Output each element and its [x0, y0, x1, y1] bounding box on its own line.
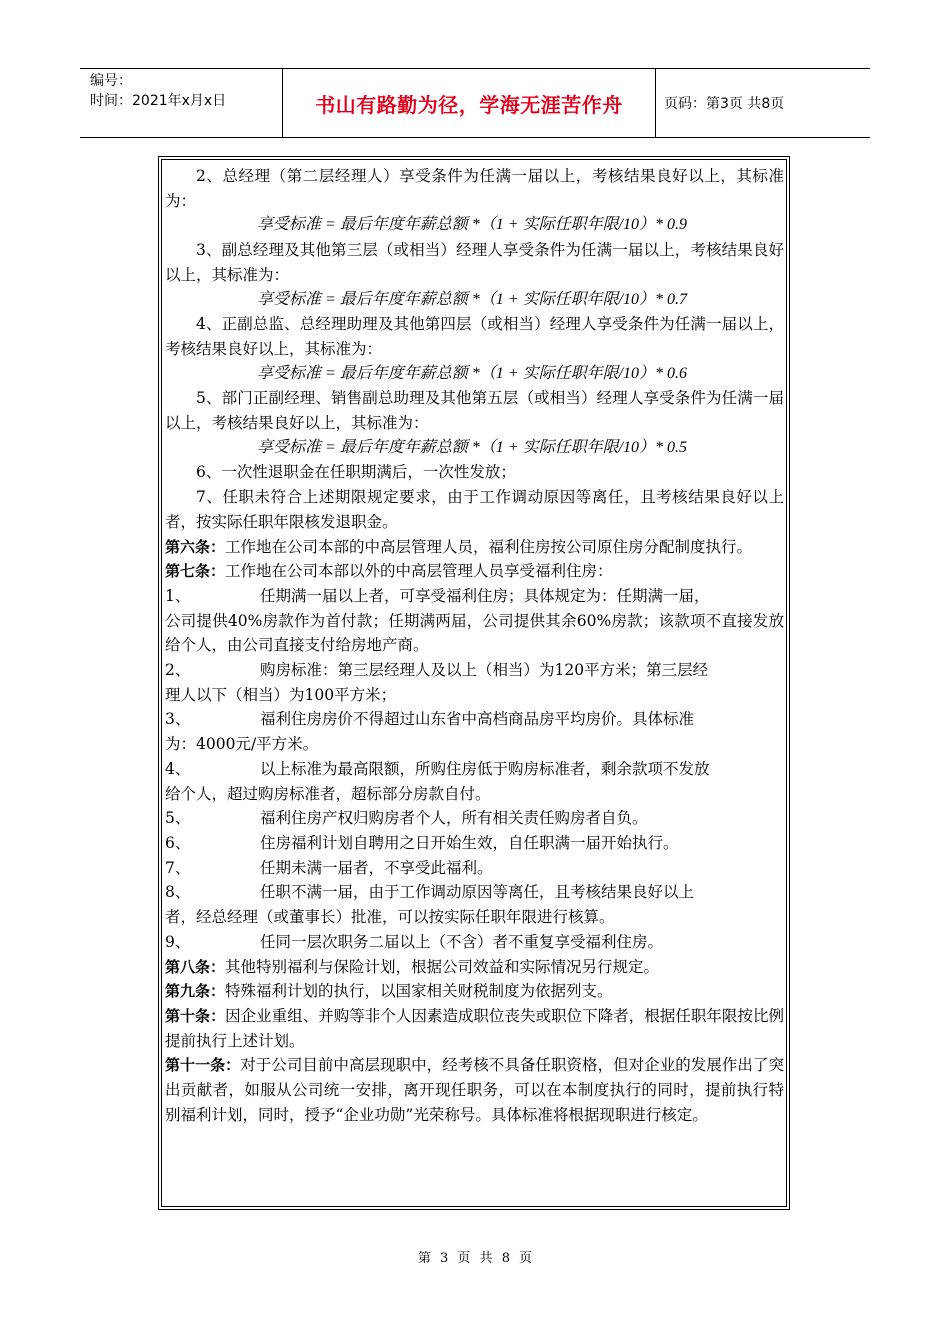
list-item-text: 任期满一届以上者，可享受福利住房；具体规定为：任期满一届， [260, 586, 710, 605]
list-item-text: 购房标准：第三层经理人及以上（相当）为120平方米；第三层经 [260, 661, 709, 680]
list-item-continuation: 为：4000元/平方米。 [165, 735, 319, 754]
article-11-title: 第十一条： [165, 1056, 241, 1075]
list-item-text: 住房福利计划自聘用之日开始生效，自任职满一届开始执行。 [260, 833, 679, 852]
item-5: 5、部门正副经理、销售副总助理及其他第五层（或相当）经理人享受条件为任满一届以上，考核结果良好以上，其标准为： [165, 389, 784, 433]
content-body [161, 159, 787, 1207]
time-label: 时间：2021年x月x日 [90, 93, 227, 109]
article-6 [165, 535, 784, 560]
list-item-number: 5、 [165, 809, 191, 828]
list-item-number: 9、 [165, 932, 191, 951]
article-7-title: 第七条： [165, 562, 226, 581]
list-item-number: 3、 [165, 710, 191, 729]
list-item-text: 福利住房房价不得超过山东省中高档商品房平均房价。具体标准 [260, 710, 695, 729]
list-item-number: 6、 [165, 833, 191, 852]
header-page-label: 页码：第3页 共8页 [664, 96, 785, 112]
list-item [165, 658, 784, 707]
list-item-text: 任期未满一届者，不享受此福利。 [260, 858, 493, 877]
list-item [165, 584, 784, 658]
list-item [165, 856, 784, 881]
article-10-text: 因企业重组、并购等非个人因素造成职位丧失或职位下降者，根据任职年限按比例提前执行上述计划。 [165, 1006, 784, 1050]
list-item [165, 880, 784, 929]
list-item-continuation: 理人以下（相当）为100平方米； [165, 685, 397, 704]
list-item [165, 707, 784, 756]
item-7: 7、任职未符合上述期限规定要求，由于工作调动原因等离任，且考核结果良好以上者，按实际任职年限核发退职金。 [165, 488, 784, 531]
list-item-continuation: 者，经总经理（或董事长）批准，可以按实际任职年限进行核算。 [165, 908, 615, 927]
article-8-title: 第八条： [165, 957, 226, 976]
list-item-text: 任同一层次职务二届以上（不含）者不重复享受福利住房。 [260, 932, 664, 951]
article-10 [165, 1004, 784, 1053]
formula-2: 享受标准 = 最后年度年薪总额 *（1 + 实际任职年限/10）* 0.9 [257, 216, 688, 234]
formula-5: 享受标准 = 最后年度年薪总额 *（1 + 实际任职年限/10）* 0.5 [257, 438, 688, 456]
list-item-number: 8、 [165, 883, 191, 902]
article-9-title: 第九条： [165, 982, 226, 1001]
header-meta [80, 69, 282, 137]
list-item-number: 7、 [165, 858, 191, 877]
item-6: 6、一次性退职金在任职期满后，一次性发放； [196, 463, 516, 482]
list-item [165, 806, 784, 831]
item-2: 2、总经理（第二层经理人）享受条件为任满一届以上，考核结果良好以上，其标准为： [165, 167, 784, 210]
article-7-text: 工作地在公司本部以外的中高层管理人员享受福利住房： [225, 562, 613, 581]
list-item [165, 757, 784, 806]
page-header [80, 68, 870, 138]
list-item-text: 以上标准为最高限额，所购住房低于购房标准者，剩余款项不发放 [260, 759, 710, 778]
list-item-number: 1、 [165, 586, 191, 605]
list-item-number: 2、 [165, 661, 191, 680]
article-9-text: 特殊福利计划的执行，以国家相关财税制度为依据列支。 [225, 982, 613, 1001]
article-8 [165, 955, 784, 980]
article-10-title: 第十条： [165, 1006, 226, 1025]
article-7-list [165, 584, 784, 955]
content-frame [158, 156, 790, 1210]
article-8-text: 其他特别福利与保险计划，根据公司效益和实际情况另行规定。 [225, 957, 660, 976]
list-item [165, 930, 784, 955]
code-label: 编号： [90, 73, 132, 89]
article-7 [165, 559, 784, 584]
list-item [165, 831, 784, 856]
list-item-continuation: 给个人，超过购房标准者，超标部分房款自付。 [165, 784, 491, 803]
item-3: 3、副总经理及其他第三层（或相当）经理人享受条件为任满一届以上，考核结果良好以上，其标准为： [165, 241, 784, 284]
article-6-title: 第六条： [165, 537, 226, 556]
list-item-text: 福利住房产权归购房者个人，所有相关责任购房者自负。 [260, 809, 648, 828]
item-4: 4、正副总监、总经理助理及其他第四层（或相当）经理人享受条件为任满一届以上，考核结果良好以上，其标准为： [165, 315, 784, 358]
list-item-continuation: 公司提供40%房款作为首付款；任期满两届，公司提供其余60%房款；该款项不直接发放给个人，由公司直接支付给房地产商。 [165, 611, 784, 655]
list-item-text: 任职不满一届，由于工作调动原因等离任，且考核结果良好以上 [260, 883, 695, 902]
article-11 [165, 1053, 784, 1127]
page-footer: 第 3 页 共 8 页 [417, 1251, 533, 1266]
header-motto: 书山有路勤为径，学海无涯苦作舟 [282, 69, 656, 137]
list-item-number: 4、 [165, 759, 191, 778]
article-9 [165, 979, 784, 1004]
formula-4: 享受标准 = 最后年度年薪总额 *（1 + 实际任职年限/10）* 0.6 [257, 364, 688, 382]
article-11-text: 对于公司目前中高层现职中，经考核不具备任职资格，但对企业的发展作出了突出贡献者，如服从公司统一安排，离开现任职务，可以在本制度执行的同时，提前执行特别福利计划，同时，授予“企业功勋”光荣称号。具体标准将根据现职进行核定。 [165, 1056, 784, 1124]
formula-3: 享受标准 = 最后年度年薪总额 *（1 + 实际任职年限/10）* 0.7 [257, 290, 688, 308]
article-6-text: 工作地在公司本部的中高层管理人员，福利住房按公司原住房分配制度执行。 [225, 537, 753, 556]
